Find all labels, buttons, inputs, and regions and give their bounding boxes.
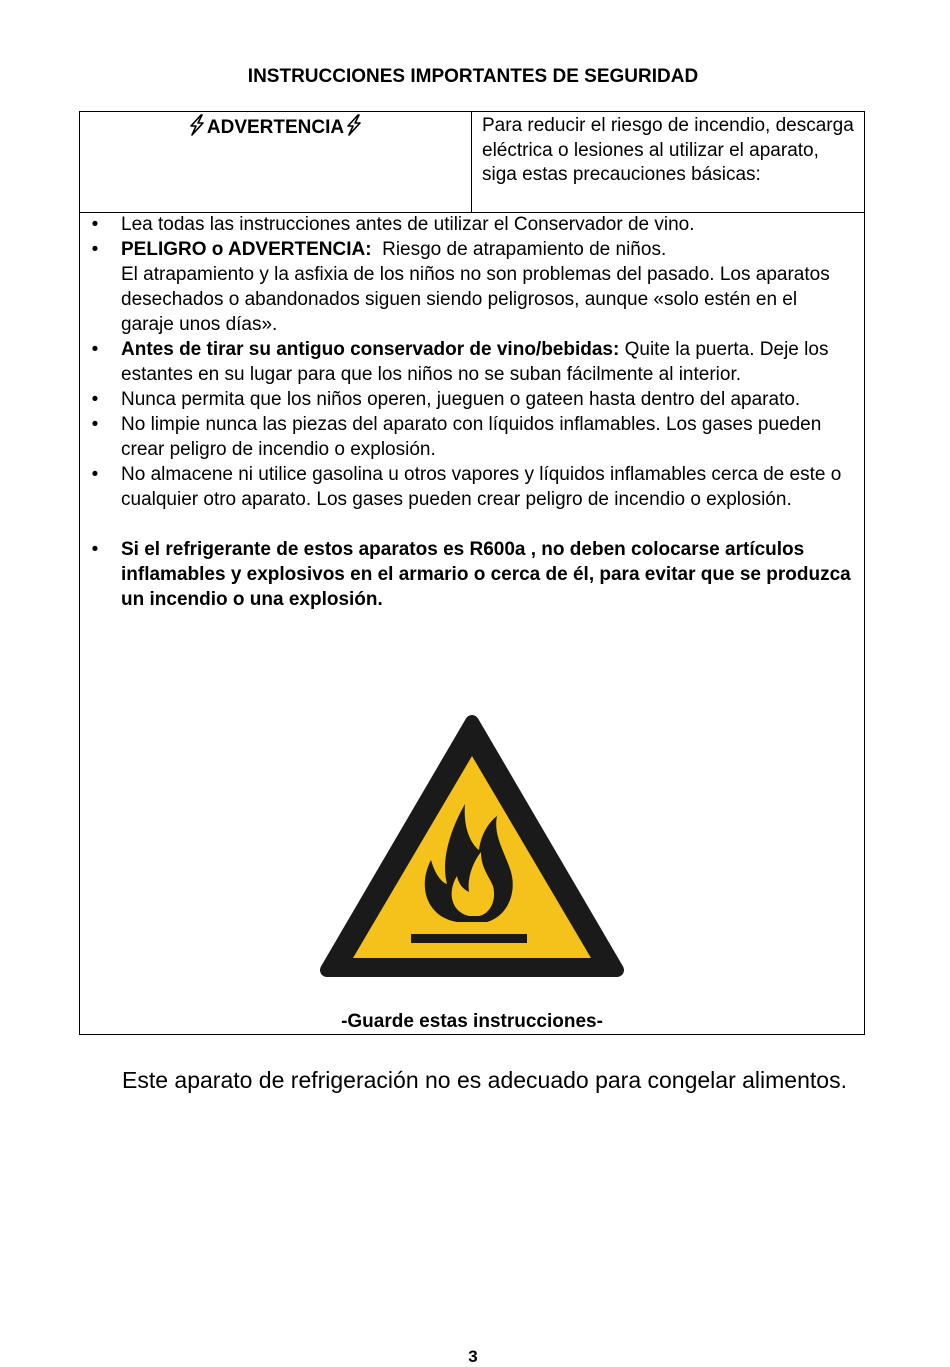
notice-paragraph <box>74 1066 864 1094</box>
notice-text: Este aparato de refrigeración no es adecuado para congelar alimentos. <box>122 1067 847 1093</box>
item-bold-text: PELIGRO o ADVERTENCIA: <box>121 239 372 260</box>
warning-description: Para reducir el riesgo de incendio, descarga eléctrica o lesiones al utilizar el aparato, siga estas precauciones básicas: <box>482 115 854 185</box>
flammable-warning-icon <box>319 712 625 982</box>
safety-list <box>80 212 864 612</box>
bullet: • <box>91 389 99 410</box>
item-text: Quite la puerta. Deje los estantes en su lugar para que los niños no se suban fácilmente al interior. <box>121 339 829 385</box>
list-item <box>80 387 864 412</box>
bullet: • <box>91 414 99 435</box>
item-text: Riesgo de atrapamiento de niños. <box>382 239 667 260</box>
list-item <box>80 337 864 387</box>
item-text: Nunca permita que los niños operen, jueguen o gateen hasta dentro del aparato. <box>121 389 801 410</box>
list-item <box>80 237 864 337</box>
page-title: INSTRUCCIONES IMPORTANTES DE SEGURIDAD <box>247 66 699 87</box>
warning-header-row <box>80 112 864 213</box>
item-text: No almacene ni utilice gasolina u otros vapores y líquidos inflamables cerca de este o cualquier otro aparato. Los gases pueden crear peligro de incendio o explosión. <box>121 464 842 510</box>
bullet: • <box>91 214 99 235</box>
lightning-bolt-icon <box>344 114 364 142</box>
bullet: • <box>91 239 99 260</box>
safety-box <box>79 111 865 1035</box>
footer-note: -Guarde estas instrucciones- <box>341 1011 603 1032</box>
list-item <box>80 412 864 462</box>
item-bold-text: Antes de tirar su antiguo conservador de vino/bebidas: <box>121 339 620 360</box>
item-text: Lea todas las instrucciones antes de utilizar el Conservador de vino. <box>121 214 695 235</box>
item-bold-text: Si el refrigerante de estos aparatos es R600a , no deben colocarse artículos inflamables y explosivos en el armario o cerca de él, para evitar que se produzca un incendio o una explosión. <box>121 539 851 610</box>
item-extra-text: El atrapamiento y la asfixia de los niños no son problemas del pasado. Los aparatos desechados o abandonados siguen siendo peligrosos, aunque «solo estén en el garaje unos días». <box>121 264 830 335</box>
item-text: No limpie nunca las piezas del aparato con líquidos inflamables. Los gases pueden crear peligro de incendio o explosión. <box>121 414 822 460</box>
bullet: • <box>91 339 99 360</box>
bullet: • <box>91 539 99 560</box>
list-item <box>80 462 864 512</box>
lightning-bolt-icon <box>187 114 207 142</box>
list-item <box>80 212 864 237</box>
page-number: 3 <box>468 1347 478 1366</box>
warning-label-cell <box>80 112 472 212</box>
list-item <box>80 537 864 612</box>
bullet: • <box>91 464 99 485</box>
warning-label: ADVERTENCIA <box>206 117 345 138</box>
